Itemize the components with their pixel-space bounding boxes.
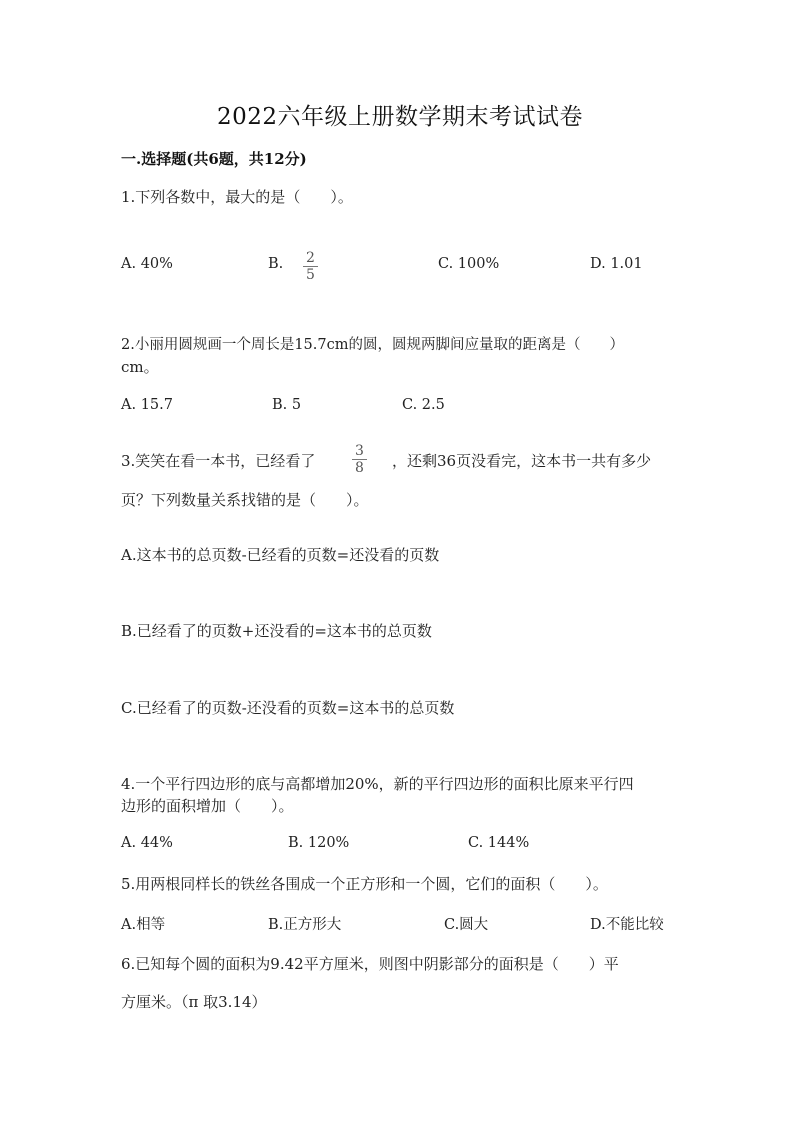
question-2-option-a: A. 15.7 bbox=[121, 397, 173, 413]
question-4-stem-line-2: 边形的面积增加（ ）。 bbox=[121, 797, 294, 815]
question-4-option-a: A. 44% bbox=[121, 835, 173, 851]
question-1-option-d: D. 1.01 bbox=[590, 256, 643, 272]
question-3-fraction bbox=[352, 444, 367, 475]
fraction-denominator: 5 bbox=[306, 267, 315, 283]
fraction-numerator: 3 bbox=[352, 444, 367, 460]
page-title: 2022六年级上册数学期末考试试卷 bbox=[216, 104, 584, 130]
question-1-option-b: B. bbox=[268, 256, 284, 272]
question-1-option-b-fraction bbox=[303, 251, 318, 282]
question-5-option-b: B.正方形大 bbox=[268, 917, 342, 933]
question-4-option-c: C. 144% bbox=[468, 835, 530, 851]
question-5-option-c: C.圆大 bbox=[444, 917, 489, 933]
question-2-option-c: C. 2.5 bbox=[402, 397, 445, 413]
question-6-stem-line-2: 方厘米。（π 取3.14） bbox=[121, 993, 267, 1011]
question-4-option-b: B. 120% bbox=[288, 835, 350, 851]
fraction-numerator: 2 bbox=[303, 251, 318, 267]
question-3-option-c: C.已经看了的页数-还没看的页数=这本书的总页数 bbox=[121, 699, 455, 717]
question-2-option-b: B. 5 bbox=[272, 397, 302, 413]
question-1-option-c: C. 100% bbox=[438, 256, 500, 272]
question-3-option-a: A.这本书的总页数-已经看的页数=还没看的页数 bbox=[121, 546, 440, 564]
question-3-stem-before: 3.笑笑在看一本书，已经看了 bbox=[121, 452, 316, 470]
section-heading: 一.选择题(共6题，共12分) bbox=[121, 150, 307, 168]
question-2-stem-line-1: 2.小丽用圆规画一个周长是15.7cm的圆，圆规两脚间应量取的距离是（ ） bbox=[121, 337, 624, 353]
question-1-option-a: A. 40% bbox=[121, 256, 173, 272]
question-3-stem-line-2: 页？下列数量关系找错的是（ ）。 bbox=[121, 491, 369, 509]
question-3-option-b: B.已经看了的页数+还没看的=这本书的总页数 bbox=[121, 622, 432, 640]
question-5-option-a: A.相等 bbox=[121, 917, 166, 933]
question-5-option-d: D.不能比较 bbox=[590, 917, 664, 933]
question-6-stem-line-1: 6.已知每个圆的面积为9.42平方厘米，则图中阴影部分的面积是（ ）平 bbox=[121, 955, 619, 973]
question-2-stem-line-2: cm。 bbox=[121, 358, 159, 376]
question-1-stem: 1.下列各数中，最大的是（ ）。 bbox=[121, 188, 353, 206]
fraction-denominator: 8 bbox=[355, 460, 364, 476]
question-3-stem-after: ，还剩36页没看完，这本书一共有多少 bbox=[392, 452, 652, 470]
question-4-stem-line-1: 4.一个平行四边形的底与高都增加20%，新的平行四边形的面积比原来平行四 bbox=[121, 775, 634, 793]
question-5-stem: 5.用两根同样长的铁丝各围成一个正方形和一个圆，它们的面积（ ）。 bbox=[121, 875, 608, 893]
